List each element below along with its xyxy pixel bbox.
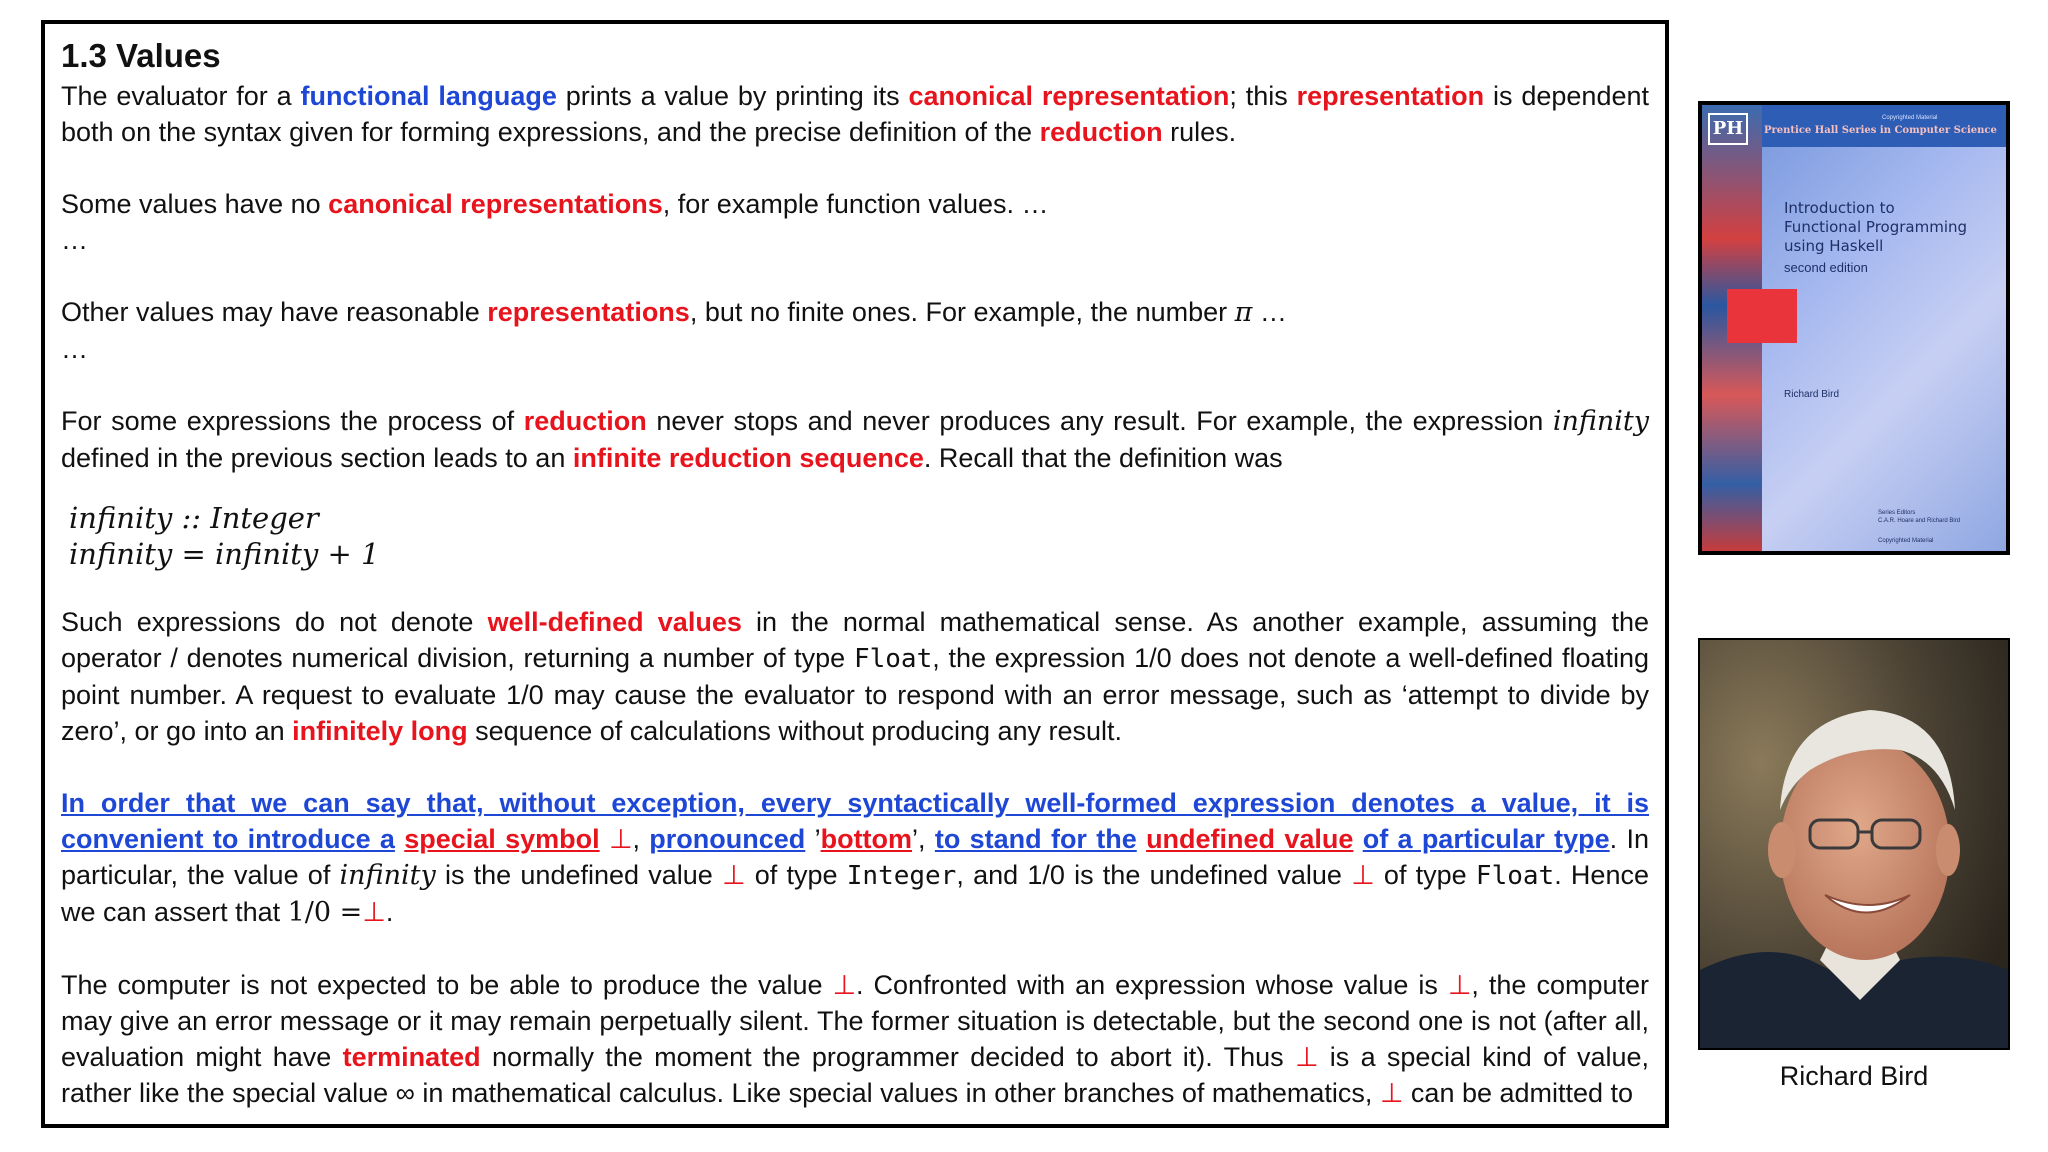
author-photo — [1698, 638, 2010, 1050]
p3-text: Other values may have reasonable — [61, 297, 488, 327]
p5-text: , the expression 1/0 does not denote a well-defined floating point number. A request to evaluate 1/0 may cause the evaluator to respond with an error message, such as ‘attempt to divide by zero’, or go into an — [61, 643, 1650, 746]
p5-text: Such expressions do not denote — [61, 607, 488, 637]
p4-text: never stops and never produces any result. For example, the expression — [646, 406, 1553, 436]
cover-title-line: Introduction to — [1784, 199, 1895, 217]
p1-text: prints a value by printing its — [556, 81, 909, 111]
code-line-1: infinity :: Integer — [69, 501, 319, 535]
term-representations: representations — [487, 297, 690, 327]
p7-text: . Confronted with an expression whose value is — [856, 970, 1448, 1000]
bottom-symbol: ⊥ — [1294, 1042, 1319, 1072]
cover-title-line: using Haskell — [1784, 237, 1884, 255]
paragraph-2 — [61, 186, 1649, 222]
bottom-symbol: ⊥ — [1447, 970, 1472, 1000]
term-canonical-representations: canonical representations — [328, 189, 663, 219]
p6-text: , and 1/0 is the undefined value — [956, 860, 1352, 890]
cover-red-square — [1727, 289, 1797, 343]
photo-caption: Richard Bird — [1779, 1061, 1929, 1091]
ellipsis-line: … — [61, 334, 88, 364]
cover-title-line: Functional Programming — [1784, 218, 1968, 236]
p6-text: . In particular, the value of — [61, 824, 1649, 890]
bottom-symbol: ⊥ — [832, 970, 857, 1000]
p6-text: is the undefined value — [435, 860, 723, 890]
p5-text: sequence of calculations without producing any result. — [467, 716, 1123, 746]
emphasis-text: of a particular type — [1362, 824, 1610, 854]
p7-text: is a special kind of value, rather like the special value ∞ in mathematical calculus. Like special values in other branches of mathematics, — [61, 1042, 1650, 1108]
p6-space — [1137, 824, 1146, 854]
term-representation: representation — [1296, 81, 1485, 111]
term-reduction: reduction — [1039, 117, 1163, 147]
portrait-image — [1700, 640, 2008, 1048]
p2-text: , for example function values. … — [662, 189, 1049, 219]
p7-text: , the computer may give an error message or it may remain perpetually silent. The former situation is detectable, but the second one is not (after all, evaluation might have — [61, 970, 1649, 1072]
p6-space — [1353, 824, 1362, 854]
p7-text: can be admitted to — [1403, 1078, 1634, 1108]
cover-editors-line: Series Editors — [1878, 510, 1916, 516]
emphasis-text: pronounced — [649, 824, 806, 854]
p6-text: of type — [745, 860, 847, 890]
math-infinity: infinity — [339, 860, 436, 891]
term-special-symbol: special symbol — [404, 824, 600, 854]
cover-series: Prentice Hall Series in Computer Science — [1764, 125, 1997, 136]
p7-text: The computer is not expected to be able to produce the value — [61, 970, 833, 1000]
p4-text: For some expressions the process of — [61, 406, 524, 436]
p2-text: Some values have no — [61, 189, 329, 219]
term-reduction: reduction — [523, 406, 647, 436]
p6-text: ’ — [805, 824, 821, 854]
bottom-symbol: ⊥ — [1379, 1078, 1404, 1108]
code-float: Float — [853, 644, 933, 674]
bottom-symbol: ⊥ — [599, 824, 633, 854]
bottom-symbol: ⊥ — [722, 860, 746, 890]
term-functional-language: functional language — [300, 81, 557, 111]
p4-text: defined in the previous section leads to an — [61, 443, 573, 473]
p4-text: . Recall that the definition was — [923, 443, 1283, 473]
p7-text: normally the moment the programmer decided to abort it). Thus — [480, 1042, 1295, 1072]
p6-text: , — [632, 824, 650, 854]
cover-title — [1784, 199, 1967, 256]
publisher-logo-icon: PH — [1708, 113, 1748, 145]
p6-text: of type — [1374, 860, 1476, 890]
p1-text: The evaluator for a — [61, 81, 301, 111]
bottom-symbol: ⊥ — [1351, 860, 1375, 890]
p6-text: . — [385, 897, 394, 927]
paragraph-3 — [61, 294, 1649, 331]
text-panel — [41, 20, 1669, 1128]
p6-space — [395, 824, 404, 854]
bottom-symbol: ⊥ — [362, 897, 386, 927]
paragraph-1 — [61, 78, 1649, 150]
p6-text: ’, — [912, 824, 935, 854]
math-expression: 1/0 = — [287, 897, 363, 928]
term-infinitely-long: infinitely long — [292, 716, 468, 746]
paragraph-6 — [61, 785, 1649, 931]
cover-editors — [1878, 509, 1960, 545]
code-line-2: infinity = infinity + 1 — [69, 537, 380, 571]
term-canonical-representation: canonical representation — [908, 81, 1230, 111]
p1-text: ; this — [1229, 81, 1297, 111]
term-infinite-reduction-sequence: infinite reduction sequence — [572, 443, 924, 473]
cover-editors-line: Copyrighted Material — [1878, 538, 1934, 544]
code-float: Float — [1475, 861, 1555, 891]
p6-text: . Hence we can assert that — [61, 860, 1649, 927]
p5-text: in the normal mathematical sense. As another example, assuming the operator / denotes numerical division, returning a number of type — [61, 607, 1649, 673]
term-undefined-value: undefined value — [1146, 824, 1354, 854]
book-cover-image — [1698, 101, 2010, 555]
section-heading: 1.3 Values — [61, 37, 221, 74]
paragraph-7 — [61, 967, 1649, 1111]
cover-editors-line: C.A.R. Hoare and Richard Bird — [1878, 518, 1961, 524]
emphasis-text: to stand for the — [934, 824, 1137, 854]
p1-text: rules. — [1162, 117, 1237, 147]
cover-copyright: Copyrighted Material — [1882, 115, 1938, 121]
term-terminated: terminated — [342, 1042, 481, 1072]
p1-text: is dependent both on the syntax given for forming expressions, and the precise definition of the — [61, 81, 1649, 147]
code-integer: Integer — [846, 861, 957, 891]
p3-text: … — [1252, 297, 1287, 327]
term-bottom: bottom — [820, 824, 913, 854]
cover-edition: second edition — [1784, 260, 1868, 275]
ellipsis-line: … — [61, 225, 88, 255]
p3-text: , but no finite ones. For example, the number — [689, 297, 1235, 327]
term-well-defined-values: well-defined values — [487, 607, 742, 637]
emphasis-text: In order that we can say that, without exception, every syntactically well-formed expression denotes a value, it is convenient to introduce a — [61, 788, 1649, 854]
paragraph-4 — [61, 403, 1649, 476]
pi-symbol: π — [1234, 297, 1253, 328]
paragraph-5 — [61, 604, 1649, 749]
math-infinity: infinity — [1552, 406, 1649, 437]
cover-author: Richard Bird — [1784, 389, 1840, 400]
